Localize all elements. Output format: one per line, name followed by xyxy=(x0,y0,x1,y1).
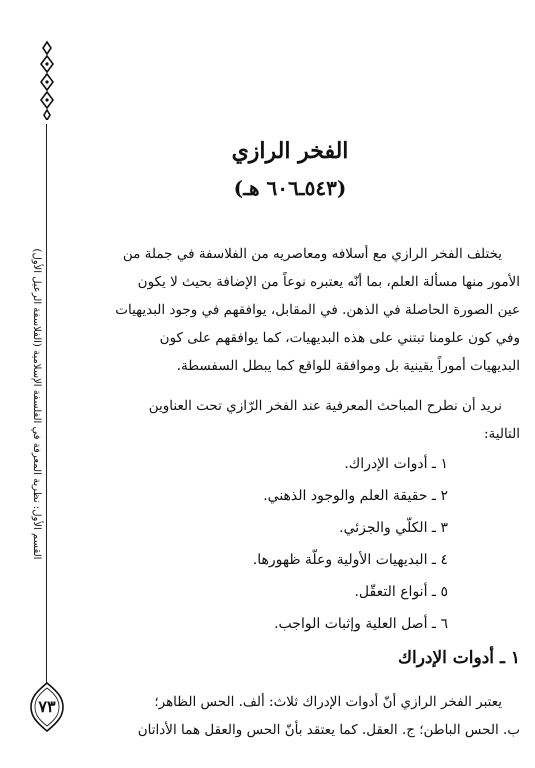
chapter-dates: (٥٤٣ـ٦٠٦ هـ) xyxy=(233,176,347,200)
topic-item: ١ ـ أدوات الإدراك. xyxy=(344,456,448,472)
topic-item: ٥ ـ أنواع التعقّل. xyxy=(354,584,448,600)
page-number-badge xyxy=(30,682,64,732)
running-header-text: القسم الأول: نظرية المعرفة في الفلسفة الإسلامية (الفلاسفة الرعيل الأول) xyxy=(31,243,42,566)
topic-item: ٢ ـ حقيقة العلم والوجود الذهني. xyxy=(263,488,448,504)
section-heading: ١ ـ أدوات الإدراك xyxy=(397,648,520,668)
topics-list xyxy=(80,448,504,640)
margin-ornament-icon xyxy=(34,40,60,120)
paragraph-outline-intro xyxy=(80,392,520,448)
text-line: يختلف الفخر الرازي مع أسلافه ومعاصريه من الفلاسفة في جملة من xyxy=(122,246,502,262)
margin-rule xyxy=(46,124,47,684)
text-line: وفي كون علومنا تبتني على هذه البديهيات، كما يوافقهم على كون xyxy=(159,330,520,346)
paragraph-section-body xyxy=(80,688,520,744)
topic-item: ٦ ـ أصل العلية وإثبات الواجب. xyxy=(274,616,448,632)
topic-item: ٤ ـ البديهيات الأولية وعلّة ظهورها. xyxy=(252,552,448,568)
text-line: ب. الحس الباطن؛ ج. العقل. كما يعتقد بأنّ الحس والعقل هما الأداتان xyxy=(137,722,520,738)
paragraph-intro xyxy=(80,240,520,380)
text-line: يعتبر الفخر الرازي أنّ أدوات الإدراك ثلاث: ألف. الحس الظاهر؛ xyxy=(154,694,502,710)
text-line: نريد أن نطرح المباحث المعرفية عند الفخر الرّازي تحت العناوين xyxy=(148,398,502,414)
text-line: الأمور منها مسألة العلم، بما أنّه يعتبره نوعاً من الإضافة بحيث لا يكون xyxy=(137,274,520,290)
chapter-title: الفخر الرازي xyxy=(231,138,349,164)
text-line: البديهيات أموراً يقينية بل وموافقة للواقع كما يبطل السفسطة. xyxy=(176,358,520,374)
page-number: ٧٣ xyxy=(38,697,56,716)
text-line: التالية: xyxy=(483,426,520,442)
topic-item: ٣ ـ الكلّي والجزئي. xyxy=(339,520,448,536)
running-header xyxy=(26,164,46,644)
text-line: عين الصورة الحاصلة في الذهن. في المقابل، يوافقهم في وجود البديهيات xyxy=(115,302,520,318)
